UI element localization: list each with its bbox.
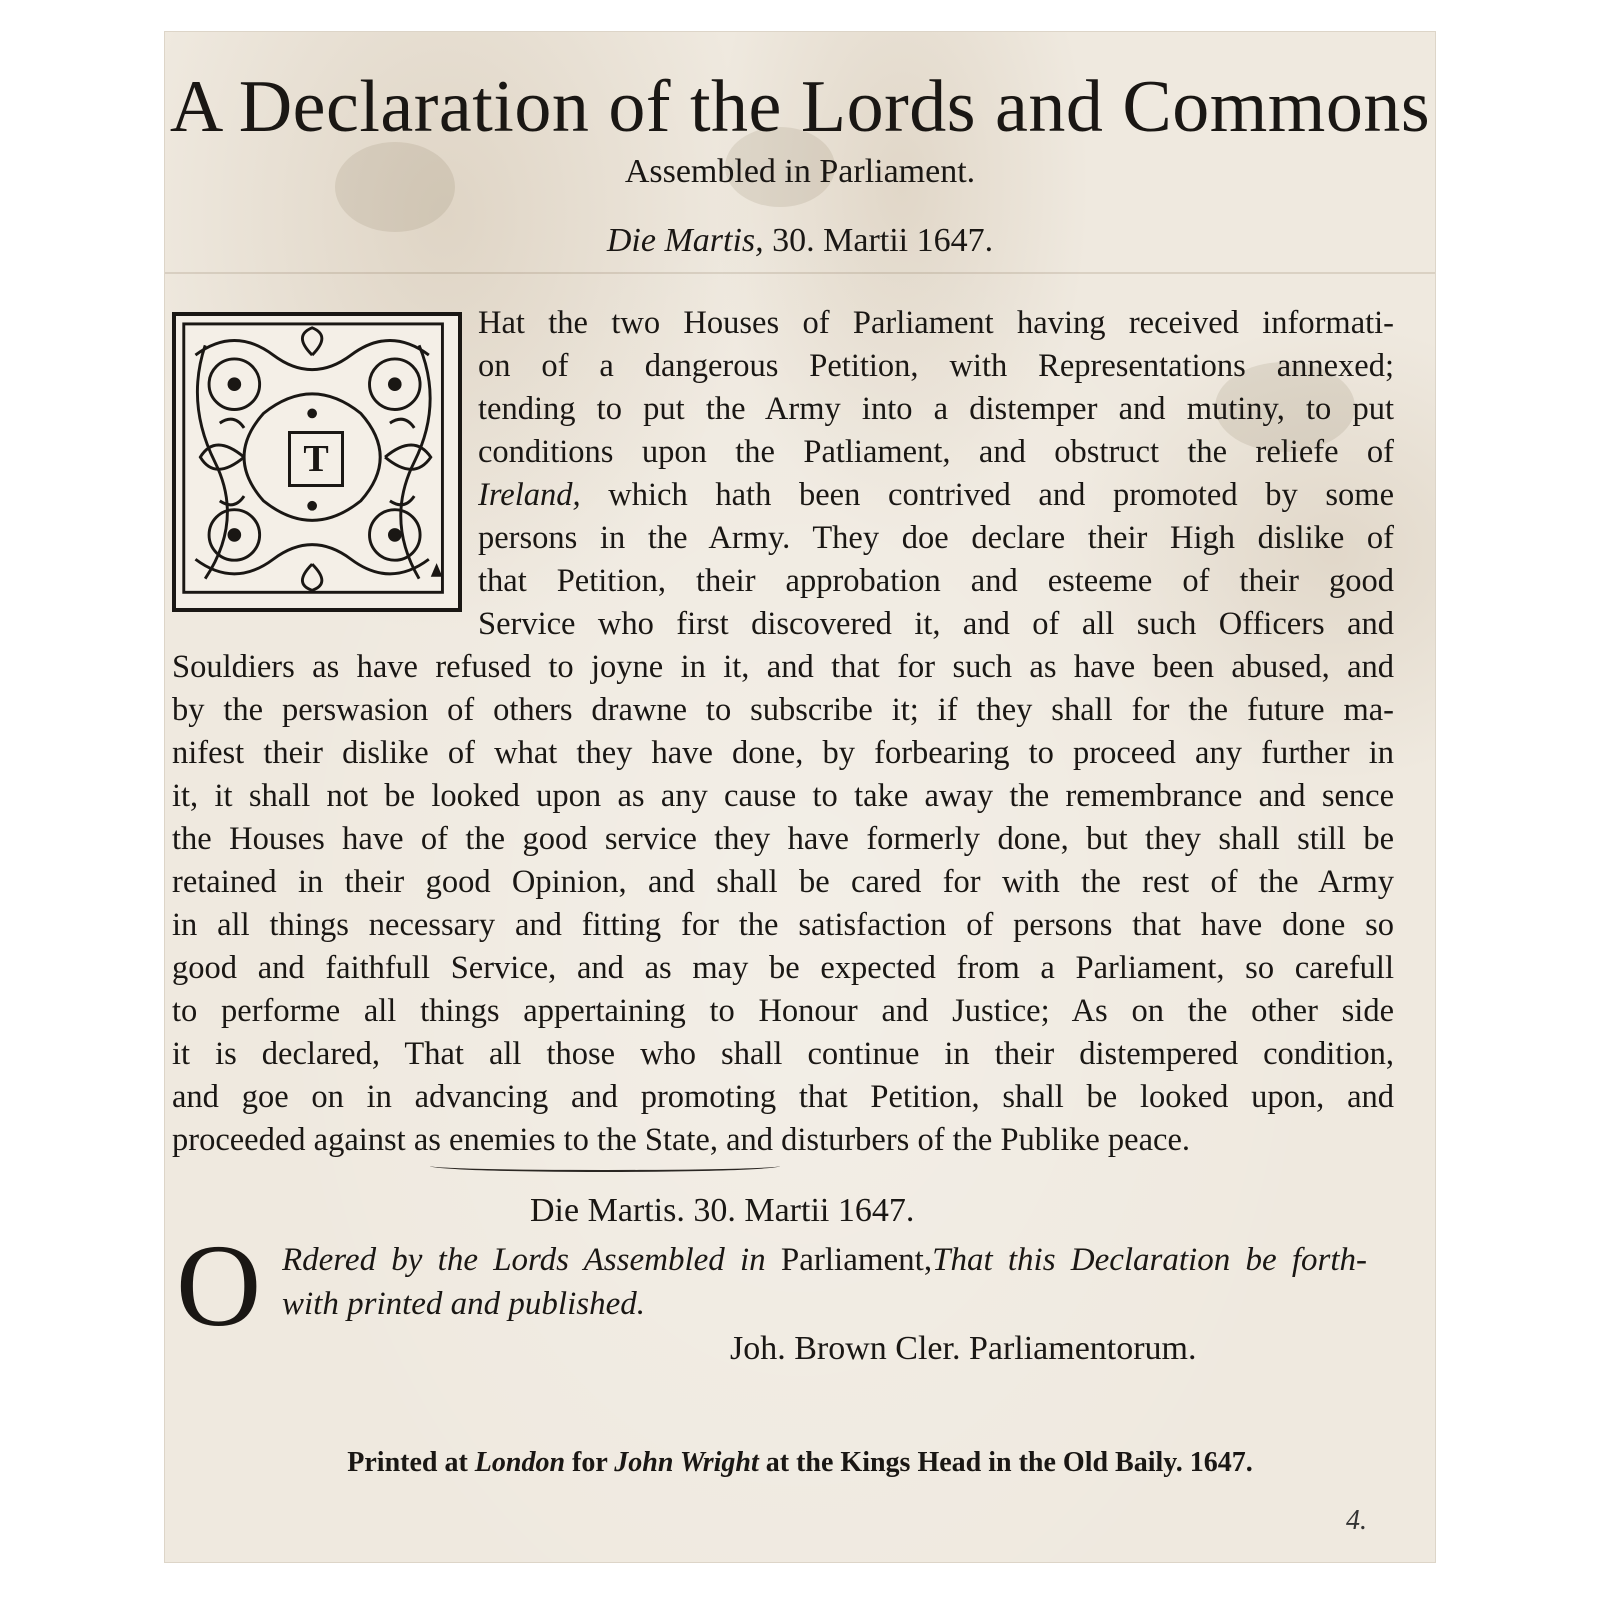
- body-line-rest: which hath been contrived and promoted by some: [608, 477, 1394, 513]
- body-line: Souldiers as have refused to joyne in it, and that for such as have been abused, and: [172, 649, 1394, 685]
- fold-line: [165, 272, 1435, 274]
- body-line: good and faithfull Service, and as may be expected from a Parliament, so carefull: [172, 950, 1394, 986]
- order-initial: O: [176, 1220, 262, 1351]
- body-line: and goe on in advancing and promoting that Petition, shall be looked upon, and: [172, 1079, 1394, 1115]
- body-line: retained in their good Opinion, and shall be cared for with the rest of the Army: [172, 864, 1394, 900]
- body-line: to performe all things appertaining to Honour and Justice; As on the other side: [172, 993, 1394, 1029]
- body-line: Hat the two Houses of Parliament having received informati-: [478, 305, 1394, 341]
- body-line: conditions upon the Patliament, and obstruct the reliefe of: [478, 434, 1394, 470]
- imprint-city: London: [474, 1447, 566, 1478]
- body-line: on of a dangerous Petition, with Representations annexed;: [478, 348, 1394, 384]
- body-line: proceeded against as enemies to the State, and disturbers of the Publike peace.: [172, 1122, 1190, 1158]
- ireland-word: Ireland,: [478, 477, 581, 513]
- body-line: it, it shall not be looked upon as any cause to take away the remembrance and sence: [172, 778, 1394, 814]
- document-subtitle: Assembled in Parliament.: [624, 153, 976, 190]
- decorated-initial-woodcut: [172, 312, 462, 612]
- body-line: in all things necessary and fitting for the satisfaction of persons that have done so: [172, 907, 1394, 943]
- body-line: by the perswasion of others drawne to subscribe it; if they shall for the future ma-: [172, 692, 1394, 728]
- imprint-printer: John Wright: [614, 1447, 759, 1478]
- date-heading-roman: 30. Martii 1647.: [763, 222, 994, 259]
- document-title: A Declaration of the Lords and Commons: [169, 66, 1431, 148]
- imprint-a: Printed at: [347, 1447, 475, 1478]
- body-line-ireland: [478, 474, 1394, 517]
- handwritten-underline: [430, 1160, 780, 1172]
- printer-imprint: [0, 1447, 1600, 1479]
- clerk-signature: Joh. Brown Cler. Parliamentorum.: [730, 1330, 1197, 1367]
- body-line: the Houses have of the good service they have formerly done, but they shall still be: [172, 821, 1394, 857]
- body-line: persons in the Army. They doe declare their High dislike of: [478, 520, 1394, 556]
- date-footer: Die Martis. 30. Martii 1647.: [530, 1192, 915, 1229]
- body-line: that Petition, their approbation and esteeme of their good: [478, 563, 1394, 599]
- order-text-a: Rdered by the Lords Assembled in: [282, 1242, 781, 1278]
- imprint-e: at the Kings Head in the Old Baily. 1647.: [758, 1447, 1253, 1478]
- date-heading: [0, 222, 1600, 260]
- order-text-b: That this Declaration be forth-: [932, 1242, 1367, 1278]
- body-line: Service who first discovered it, and of all such Officers and: [478, 606, 1394, 642]
- order-line-2: with printed and published.: [282, 1286, 645, 1322]
- body-line: tending to put the Army into a distemper and mutiny, to put: [478, 391, 1394, 427]
- body-line: it is declared, That all those who shall continue in their distempered condition,: [172, 1036, 1394, 1072]
- imprint-c: for: [565, 1447, 615, 1478]
- order-line-1: [282, 1242, 1367, 1279]
- initial-letter: T: [288, 431, 344, 487]
- order-text-parliament: Parliament,: [780, 1242, 933, 1278]
- page-number: 4.: [1346, 1505, 1367, 1536]
- body-line: nifest their dislike of what they have done, by forbearing to proceed any further in: [172, 735, 1394, 771]
- date-heading-italic: Die Martis,: [606, 222, 764, 259]
